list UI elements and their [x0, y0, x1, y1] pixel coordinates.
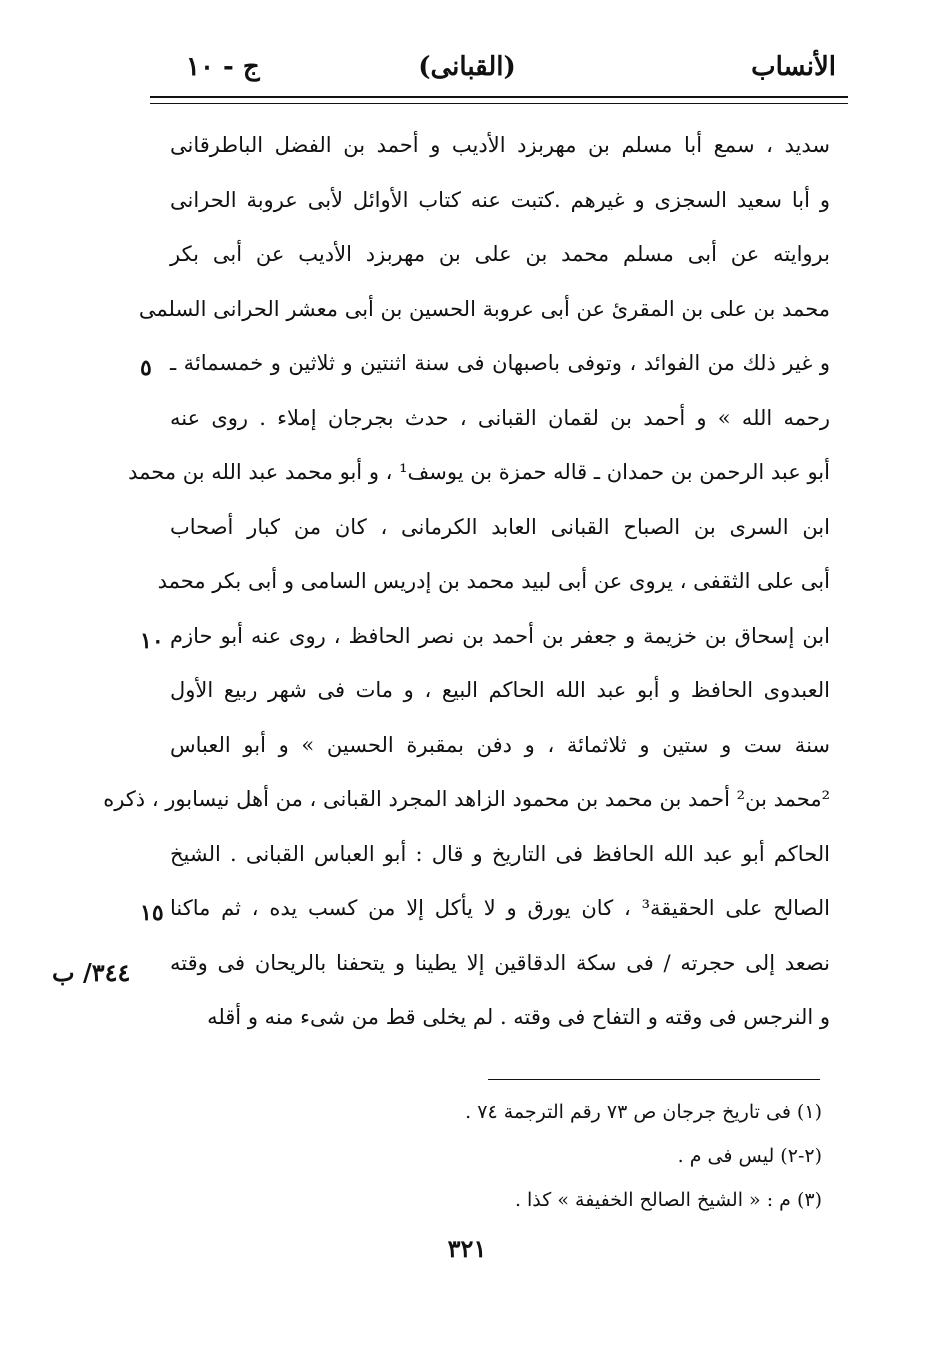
text-line: و أبا سعيد السجزى و غيرهم .كتبت عنه كتاب الأوائل لأبى عروبة الحرانى: [170, 187, 830, 212]
text-line: سنة ست و ستين و ثلاثمائة ، و دفن بمقبرة الحسين » و أبو العباس: [170, 732, 830, 757]
text-line: أبى على الثقفى ، يروى عن أبى لبيد محمد بن إدريس السامى و أبى بكر محمد: [157, 569, 830, 593]
text-line: ²محمد بن² أحمد بن محمد بن محمود الزاهد المجرد القبانى ، من أهل نيسابور ، ذكره: [103, 787, 830, 811]
footnote: (٢-٢) ليس فى م .: [677, 1145, 822, 1167]
footnote-rule: [488, 1079, 820, 1080]
running-header-title: الأنساب: [751, 52, 836, 82]
footnote: (٣) م : « الشيخ الصالح الخفيفة » كذا .: [514, 1189, 822, 1211]
footnotes: [362, 1090, 822, 1222]
header-rule-thin: [150, 103, 848, 104]
line-number-5: ٥: [140, 355, 152, 381]
text-line: محمد بن على بن المقرئ عن أبى عروبة الحسين بن أبى معشر الحرانى السلمى: [138, 296, 830, 321]
text-line: ابن إسحاق بن خزيمة و جعفر بن أحمد بن نصر الحافظ ، روى عنه أبو حازم: [170, 623, 830, 648]
text-line: و غير ذلك من الفوائد ، وتوفى باصبهان فى سنة اثنتين و ثلاثين و خمسمائة ـ: [170, 351, 830, 375]
text-line: و النرجس فى وقته و التفاح فى وقته . لم يخلى قط من شىء منه و أقله: [207, 1005, 830, 1029]
text-line: ابن السرى بن الصباح القبانى العابد الكرمانى ، كان من كبار أصحاب: [170, 514, 830, 539]
text-line: الصالح على الحقيقة³ ، كان يورق و لا يأكل إلا من كسب يده ، ثم ماكنا: [170, 896, 831, 920]
text-line: نصعد إلى حجرته / فى سكة الدقاقين إلا يطينا و يتحفنا بالريحان فى وقته: [170, 950, 830, 975]
header-rule: [150, 96, 848, 98]
line-number-15: ١٥: [140, 900, 164, 926]
line-number-10: ١٠: [140, 628, 164, 654]
footnote: (١) فى تاريخ جرجان ص ٧٣ رقم الترجمة ٧٤ .: [465, 1101, 822, 1123]
text-line: أبو عبد الرحمن بن حمدان ـ قاله حمزة بن يوسف¹ ، و أبو محمد عبد الله بن محمد: [128, 460, 830, 484]
text-line: العبدوى الحافظ و أبو عبد الله الحاكم البيع ، و مات فى شهر ربيع الأول: [170, 678, 830, 702]
text-line: بروايته عن أبى مسلم محمد بن على بن مهربزد الأديب عن أبى بكر: [170, 242, 830, 266]
text-line: الحاكم أبو عبد الله الحافظ فى التاريخ و قال : أبو العباس القبانى . الشيخ: [170, 841, 830, 866]
running-header-section: (القبانى): [418, 52, 516, 82]
manuscript-folio-ref: ٣٤٤/ ب: [52, 958, 131, 987]
page-number: ٣٢١: [447, 1234, 487, 1263]
text-line: سديد ، سمع أبا مسلم بن مهربزد الأديب و أحمد بن الفضل الباطرقانى: [170, 133, 830, 157]
running-header-volume: ج - ١٠: [186, 52, 260, 82]
text-line: رحمه الله » و أحمد بن لقمان القبانى ، حدث بجرجان إملاء . روى عنه: [170, 405, 830, 430]
